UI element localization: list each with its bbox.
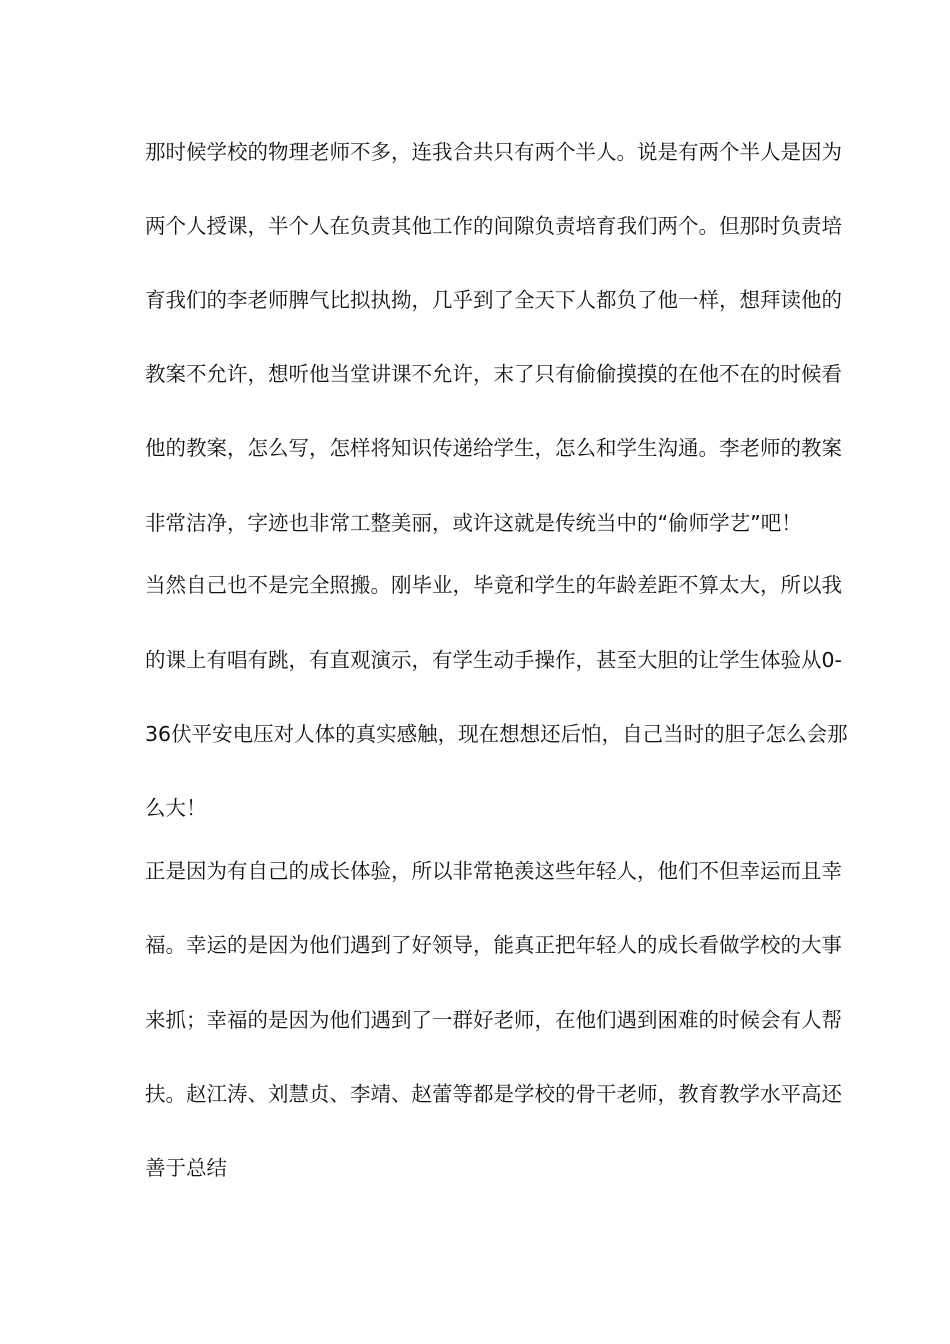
text-line: 36伏平安电压对人体的真实感触，现在想想还后怕，自己当时的胆子怎么会那	[145, 722, 848, 746]
text-line: 扶。赵江涛、刘慧贞、李靖、赵蕾等都是学校的骨干老师，教育教学水平高还	[145, 1082, 842, 1106]
text-line: 正是因为有自己的成长体验，所以非常艳羡这些年轻人，他们不但幸运而且幸	[145, 859, 842, 883]
text-line: 福。幸运的是因为他们遇到了好领导，能真正把年轻人的成长看做学校的大事	[145, 933, 842, 957]
text-line: 他的教案，怎么写，怎样将知识传递给学生，怎么和学生沟通。李老师的教案	[145, 436, 842, 460]
text-line: 那时候学校的物理老师不多，连我合共只有两个半人。说是有两个半人是因为	[145, 140, 842, 164]
text-line: 当然自己也不是完全照搬。刚毕业，毕竟和学生的年龄差距不算太大，所以我	[145, 573, 842, 597]
text-line: 教案不允许，想听他当堂讲课不允许，末了只有偷偷摸摸的在他不在的时候看	[145, 362, 842, 386]
text-line: 两个人授课，半个人在负责其他工作的间隙负责培育我们两个。但那时负责培	[145, 214, 842, 238]
text-line: 来抓；幸福的是因为他们遇到了一群好老师，在他们遇到困难的时候会有人帮	[145, 1008, 842, 1032]
text-line: 么大！	[145, 796, 207, 820]
text-line: 育我们的李老师脾气比拟执拗，几乎到了全天下人都负了他一样，想拜读他的	[145, 288, 842, 312]
text-line: 善于总结	[145, 1156, 227, 1180]
text-line: 的课上有唱有跳，有直观演示，有学生动手操作，甚至大胆的让学生体验从0-	[145, 648, 842, 672]
text-line: 非常洁净，字迹也非常工整美丽，或许这就是传统当中的“偷师学艺”吧！	[145, 511, 802, 535]
